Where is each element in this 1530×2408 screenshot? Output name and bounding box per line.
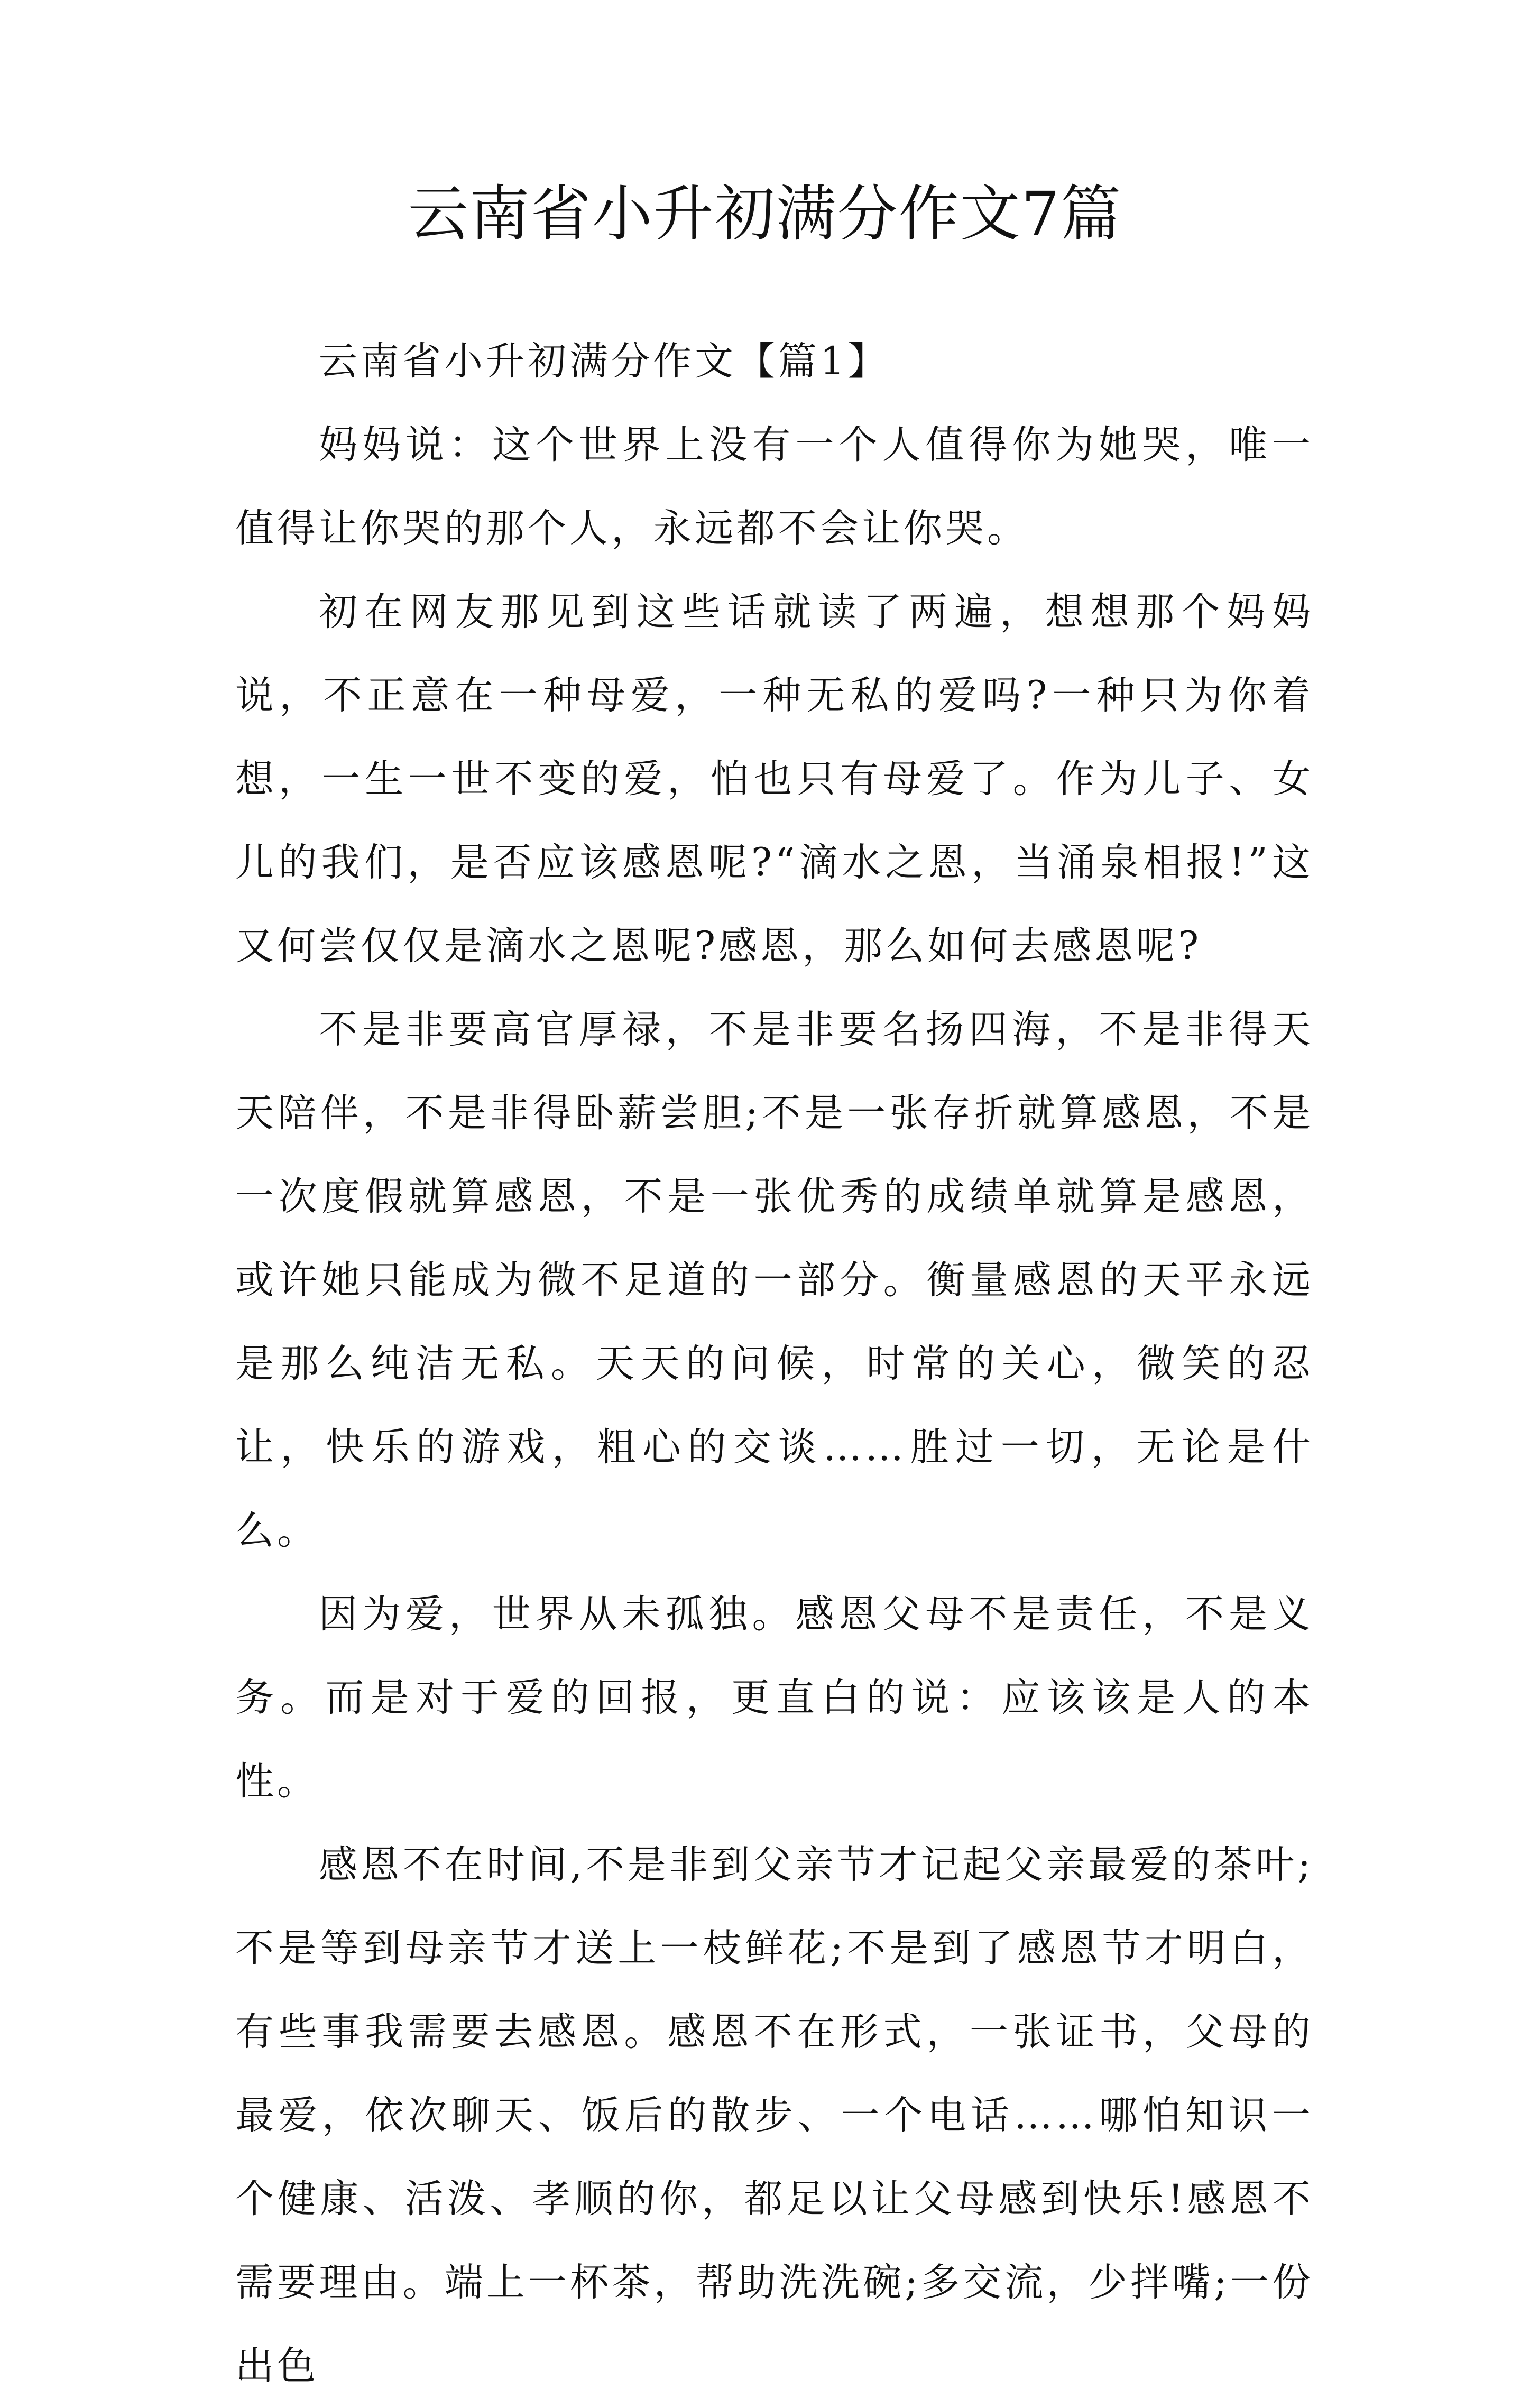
section-heading: 云南省小升初满分作文【篇1】 bbox=[319, 339, 890, 384]
paragraph: 妈妈说：这个世界上没有一个人值得你为她哭，唯一值得让你哭的那个人，永远都不会让你哭。 bbox=[235, 422, 1314, 551]
paragraph: 因为爱，世界从未孤独。感恩父母不是责任，不是义务。而是对于爱的回报，更直白的说：应该该是人的本性。 bbox=[235, 1592, 1314, 1804]
paragraph: 感恩不在时间,不是非到父亲节才记起父亲最爱的茶叶;不是等到母亲节才送上一枝鲜花;不是到了感恩节才明白，有些事我需要去感恩。感恩不在形式，一张证书，父母的最爱，依次聊天、饭后的散步、一个电话……哪怕知识一个健康、活泼、孝顺的你，都足以让父母感到快乐!感恩不需要理由。端上一杯茶，帮助洗洗碗;多交流，少拌嘴;一份出色 bbox=[235, 1842, 1314, 2388]
paragraph: 不是非要高官厚禄，不是非要名扬四海，不是非得天天陪伴，不是非得卧薪尝胆;不是一张存折就算感恩，不是一次度假就算感恩，不是一张优秀的成绩单就算是感恩，或许她只能成为微不足道的一部分。衡量感恩的天平永远是那么纯洁无私。天天的问候，时常的关心，微笑的忍让，快乐的游戏，粗心的交谈……胜过一切，无论是什么。 bbox=[235, 1007, 1314, 1553]
paragraph: 初在网友那见到这些话就读了两遍，想想那个妈妈说，不正意在一种母爱，一种无私的爱吗?一种只为你着想，一生一世不变的爱，怕也只有母爱了。作为儿子、女儿的我们，是否应该感恩呢?“滴水之恩，当涌泉相报!”这又何尝仅仅是滴水之恩呢?感恩，那么如何去感恩呢? bbox=[235, 589, 1314, 968]
document-body bbox=[235, 320, 1314, 2408]
document-title: 云南省小升初满分作文7篇 bbox=[408, 179, 1122, 249]
